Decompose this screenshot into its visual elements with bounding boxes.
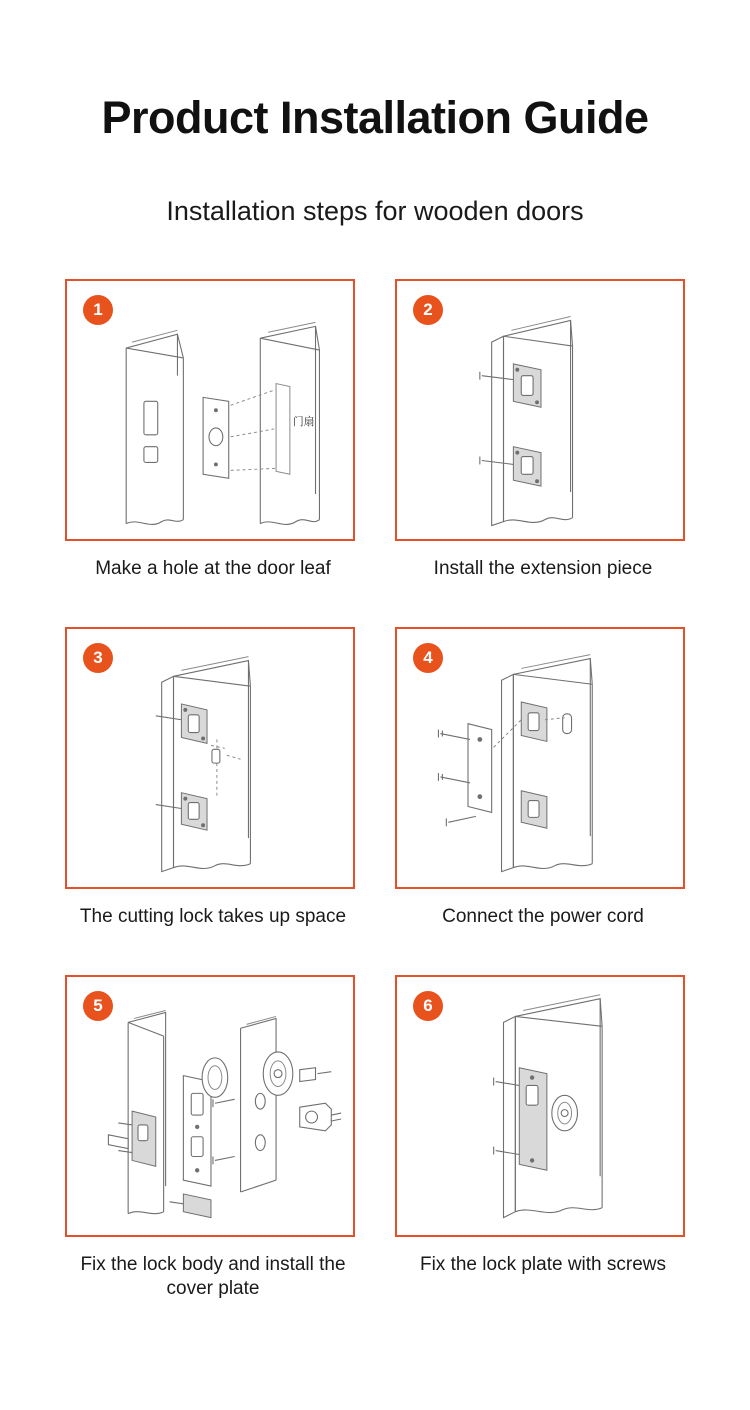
cutting-lock-space-icon [67,629,353,887]
extension-piece-icon [397,281,683,539]
step-6-caption: Fix the lock plate with screws [419,1253,667,1275]
step-5-caption: Fix the lock body and install the cover plate [80,1253,346,1300]
step-card-4 [395,627,685,975]
step-2-frame [395,279,685,541]
step-4-frame [395,627,685,889]
step-6-frame [395,975,685,1237]
step-6-badge: 6 [413,991,443,1021]
step-card-1 [65,279,355,627]
step-4-badge: 4 [413,643,443,673]
step-1-frame [65,279,355,541]
steps-grid [65,279,685,1323]
step-1-caption: Make a hole at the door leaf [95,557,331,579]
step-card-2 [395,279,685,627]
step-1-badge: 1 [83,295,113,325]
step-card-5 [65,975,355,1323]
step-1-diagram-label: 门扇 [292,414,315,428]
step-4-caption: Connect the power cord [442,905,644,927]
step-card-3 [65,627,355,975]
step-3-badge: 3 [83,643,113,673]
lock-plate-screws-icon [397,977,683,1235]
power-cord-icon [397,629,683,887]
step-5-badge: 5 [83,991,113,1021]
step-card-6 [395,975,685,1323]
page-title: Product Installation Guide [101,92,649,143]
step-2-caption: Install the extension piece [433,557,653,579]
page-subtitle: Installation steps for wooden doors [166,195,584,226]
step-3-frame [65,627,355,889]
door-leaf-hole-icon [67,281,353,539]
lock-body-exploded-icon [67,977,353,1235]
step-2-badge: 2 [413,295,443,325]
step-3-caption: The cutting lock takes up space [79,905,347,927]
step-5-frame [65,975,355,1237]
